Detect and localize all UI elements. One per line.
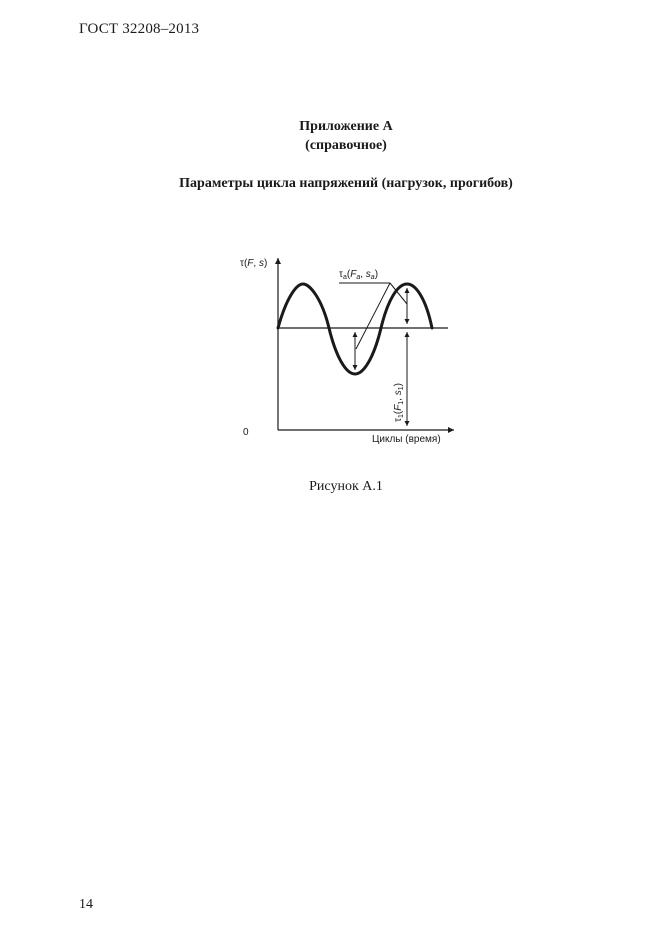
y-axis-label: τ(F, s)	[240, 258, 268, 269]
section-title: Параметры цикла напряжений (нагрузок, прогибов)	[179, 176, 513, 191]
figure-caption: Рисунок А.1	[309, 479, 383, 494]
annex-subtitle: (справочное)	[305, 138, 387, 153]
annex-title: Приложение А	[299, 119, 393, 134]
origin-label: 0	[243, 427, 249, 438]
document-code: ГОСТ 32208–2013	[79, 21, 200, 37]
mean-value-label: $\tau_1(F_1$, $s_1$)	[393, 382, 405, 422]
x-axis-label: Циклы (время)	[372, 434, 441, 445]
amplitude-label: $\tau_a(F_a$, $s_a$)	[339, 269, 379, 281]
page-number: 14	[79, 897, 93, 912]
